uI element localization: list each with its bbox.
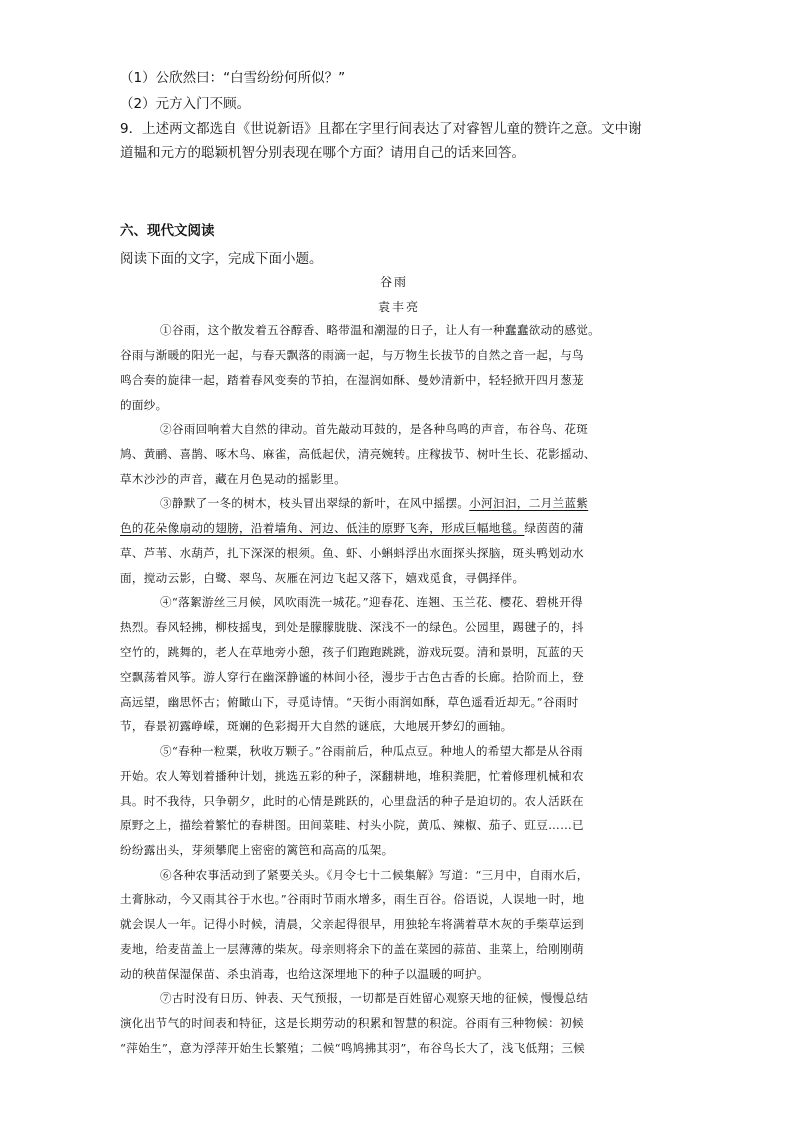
article-line: 土膏脉动，今又雨其谷于水也。”谷雨时节雨水增多，雨生百谷。俗语说，人误地一时，地 (120, 892, 585, 906)
article-line: 的面纱。 (120, 398, 168, 412)
question-8-item-1: （1）公欣然曰：“白雪纷纷何所似？” (120, 70, 346, 86)
article-line: 麦地，给麦苗盖上一层薄薄的柴灰。母亲则将余下的盖在菜园的蒜苗、韭菜上，给刚刚萌 (120, 942, 584, 956)
article-line: 高远望，幽思怀古；俯瞰山下，寻觅诗情。“天街小雨润如酥，草色遥看近却无。”谷雨时 (120, 695, 579, 709)
underlined-text: 小河汩汩，二月兰蓝紫 (469, 496, 589, 510)
article-line (160, 495, 588, 511)
question-9-line-1: 9．上述两文都选自《世说新语》且都在字里行间表达了对睿智儿童的赞许之意。文中谢 (120, 121, 642, 137)
article-title: 谷雨 (380, 275, 409, 289)
article-text: 绿茵茵的蒲 (524, 521, 584, 535)
article-line: 空竹的，跳舞的，老人在草地旁小憩，孩子们跑跑跳跳，游戏玩耍。清和景明，瓦蓝的天 (120, 645, 584, 659)
article-line: 演化出节气的时间表和特征，这是长期劳动的积累和智慧的积淀。谷雨有三种物候：初候 (120, 1016, 584, 1030)
article-line: 就会误人一年。记得小时候，清晨，父亲起得很早，用独轮车将满着草木灰的手柴草运到 (120, 917, 584, 931)
article-line: 纷纷露出头，芽须攀爬上密密的篱笆和高高的瓜架。 (120, 843, 394, 857)
article-line: 节，春景初露峥嵘，斑斓的色彩揭开大自然的谜底，大地展开梦幻的画轴。 (120, 719, 513, 733)
article-line: 具。时不我待，只争朝夕，此时的心情是跳跃的，心里盘活的种子是迫切的。农人活跃在 (120, 794, 584, 808)
question-8-item-2: （2）元方入门不顾。 (120, 96, 251, 112)
article-line: ①谷雨，这个散发着五谷醇香、略带温和潮湿的日子，让人有一种蠢蠢欲动的感觉。 (160, 323, 601, 337)
article-line: ⑦古时没有日历、钟表、天气预报，一切都是百姓留心观察天地的征候，慢慢总结 (160, 991, 589, 1005)
article-text: ③静默了一冬的树木，枝头冒出翠绿的新叶，在风中摇摆。 (160, 496, 470, 510)
section-heading: 六、现代文阅读 (120, 223, 215, 239)
article-line: ④“落絮游丝三月候，风吹雨洗一城花。”迎春花、连翘、玉兰花、樱花、碧桃开得 (160, 595, 583, 609)
article-line: ⑤“春种一粒粟，秋收万颗子。”谷雨前后，种瓜点豆。种地人的希望大都是从谷雨 (160, 744, 583, 758)
article-line: ⑥各种农事活动到了紧要关头。《月令七十二候集解》写道：“三月中，自雨水后， (160, 868, 589, 882)
article-line: 草木沙沙的声音，藏在月色晃动的摇影里。 (120, 472, 346, 486)
article-line: 动的秧苗保湿保苗、杀虫消毒，也给这深埋地下的种子以温暖的呵护。 (120, 967, 489, 981)
article-line: 草、芦苇、水葫芦，扎下深深的根须。鱼、虾、小蝌蚪浮出水面探头探脑，斑头鸭划动水 (120, 546, 584, 560)
article-author: 袁丰亮 (378, 300, 421, 314)
article-line: 面，搅动云影，白鹭、翠鸟、灰雁在河边飞起又落下，嬉戏觅食，寻偶择伴。 (120, 571, 525, 585)
article-line (120, 520, 584, 536)
article-line: ②谷雨回响着大自然的律动。首先敲动耳鼓的，是各种鸟鸣的声音，布谷鸟、花斑 (160, 422, 589, 436)
article-line: 鸠、黄鹂、喜鹊、啄木鸟、麻雀，高低起伏，清亮婉转。庄稼拔节、树叶生长、花影摇动、 (120, 447, 596, 461)
article-line: 热烈。春风轻拂，柳枝摇曳，到处是朦朦胧胧、深浅不一的绿色。公园里，踢毽子的，抖 (120, 620, 584, 634)
underlined-text: 色的花朵像扇动的翅膀，沿着墙角、河边、低洼的原野飞奔，形成巨幅地毯。 (120, 521, 525, 535)
article-line: 空飘荡着风筝。游人穿行在幽深静谧的林间小径，漫步于古色古香的长廊。拾阶而上，登 (120, 670, 584, 684)
article-line: “萍始生”，意为浮萍开始生长繁殖；二候“鸣鸠拂其羽”，布谷鸟长大了，浅飞低翔；三候 (120, 1041, 585, 1055)
section-instruction: 阅读下面的文字，完成下面小题。 (120, 251, 323, 267)
article-line: 鸣合奏的旋律一起，踏着春风变奏的节拍，在湿润如酥、曼妙清新中，轻轻掀开四月葱茏 (120, 373, 584, 387)
question-9-line-2: 道韫和元方的聪颖机智分别表现在哪个方面？请用自己的话来回答。 (120, 145, 525, 161)
article-line: 谷雨与渐暖的阳光一起，与春天飘落的雨滴一起，与万物生长拔节的自然之音一起，与鸟 (120, 348, 584, 362)
article-line: 原野之上，描绘着繁忙的春耕图。田间菜畦、村头小院，黄瓜、辣椒、茄子、豇豆……已 (120, 818, 584, 832)
article-line: 开始。农人筹划着播种计划，挑选五彩的种子，深翻耕地，堆积粪肥，忙着修理机械和农 (120, 769, 584, 783)
